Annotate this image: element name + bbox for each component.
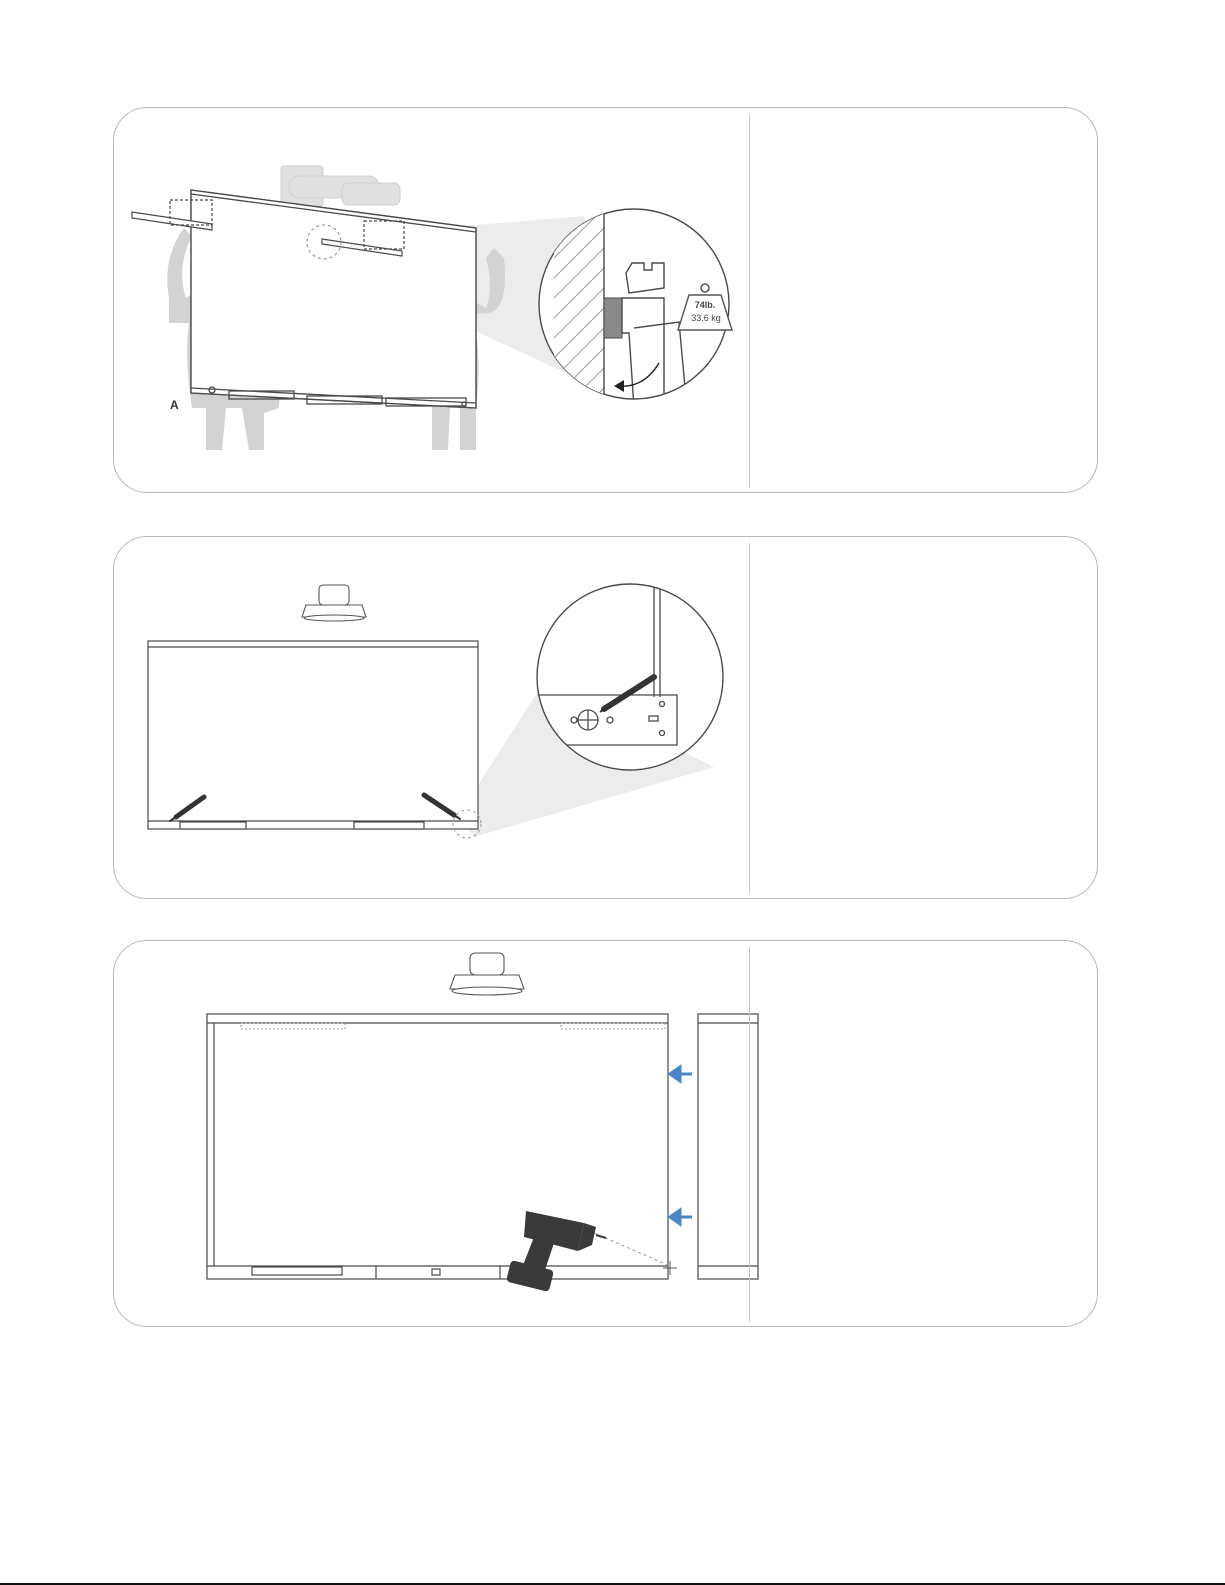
projector-icon <box>450 953 524 995</box>
hang-display-illustration <box>114 108 1098 493</box>
panel-divider <box>749 947 750 1322</box>
arrow-left-icon <box>670 1067 692 1081</box>
arrow-left-icon <box>670 1210 692 1224</box>
weight-lb: 74lb. <box>694 300 716 310</box>
step-panel-hang-display <box>113 107 1098 493</box>
projector-icon <box>302 585 366 621</box>
step-panel-mark-holes <box>113 536 1098 899</box>
mark-holes-illustration <box>114 537 1098 899</box>
projector-icon <box>281 166 400 206</box>
label-a: A <box>170 398 179 412</box>
panel-divider <box>749 543 750 894</box>
step-panel-secure-display <box>113 940 1098 1327</box>
interactive-display <box>207 1014 668 1279</box>
secure-display-illustration <box>114 941 1098 1327</box>
weight-kg: 33.6 kg <box>691 313 721 323</box>
interactive-display <box>191 190 476 408</box>
panel-divider <box>749 114 750 488</box>
